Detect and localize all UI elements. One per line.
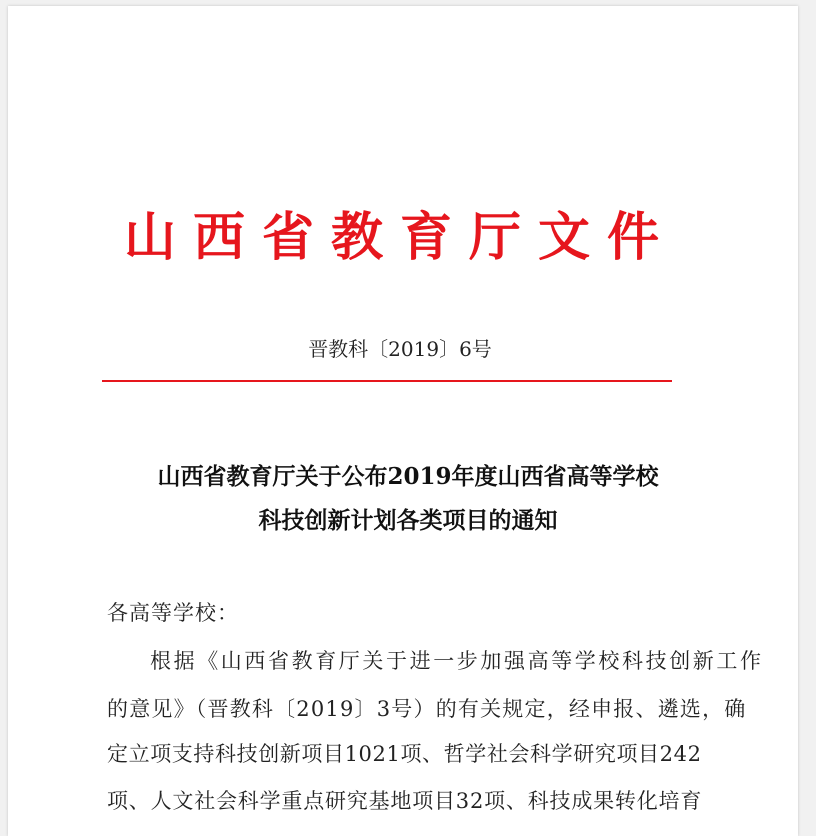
body-line-3: 定立项支持科技创新项目1021项、哲学社会科学研究项目242 <box>107 742 702 766</box>
body-line-4: 项、人文社会科学重点研究基地项目32项、科技成果转化培育 <box>107 789 703 813</box>
document-number: 晋教科〔2019〕6号 <box>308 337 492 361</box>
red-divider-line <box>102 380 672 382</box>
document-title-line-2: 科技创新计划各类项目的通知 <box>258 507 558 534</box>
salutation: 各高等学校： <box>107 601 239 625</box>
body-line-2: 的意见》（晋教科〔2019〕3号）的有关规定，经申报、遴选，确 <box>107 697 747 721</box>
body-line-1: 根据《山西省教育厅关于进一步加强高等学校科技创新工作 <box>150 649 764 673</box>
document-masthead: 山西省教育厅文件 <box>123 207 676 268</box>
document-title-line-1: 山西省教育厅关于公布2019年度山西省高等学校 <box>157 463 659 490</box>
